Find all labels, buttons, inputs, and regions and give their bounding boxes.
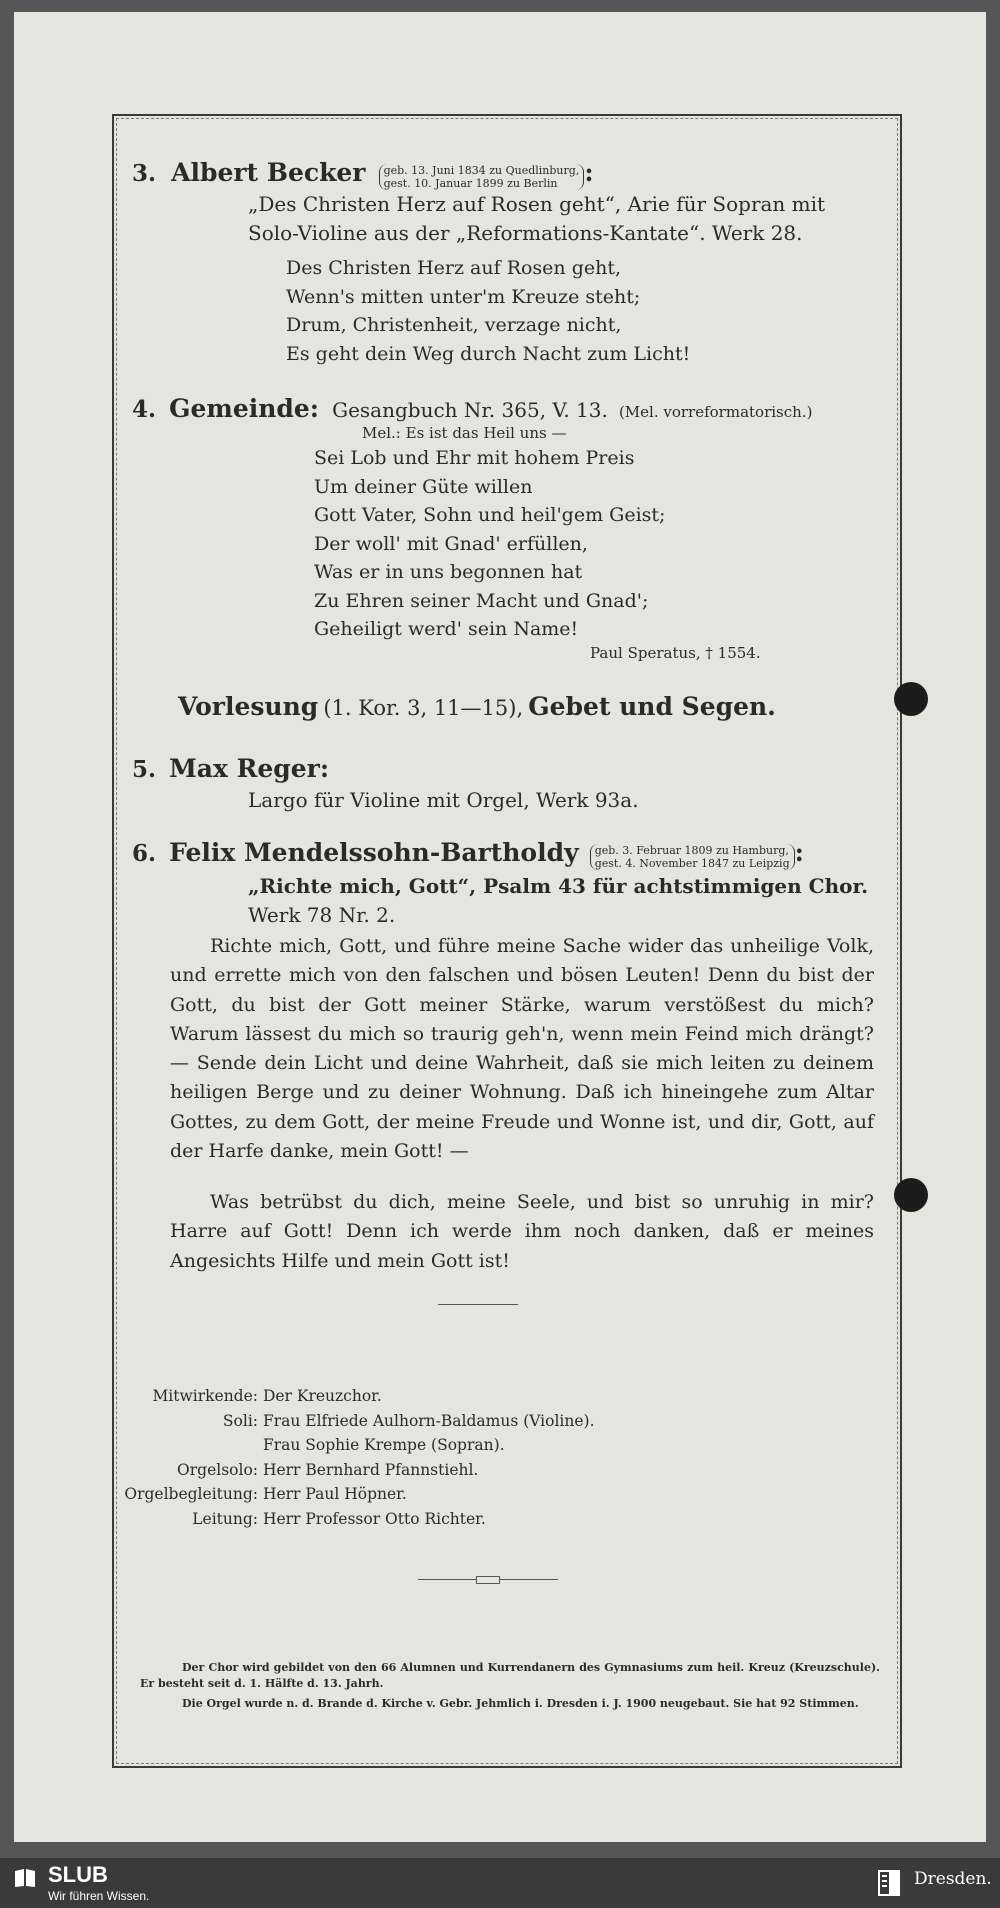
composer-name: Max Reger: (169, 754, 330, 783)
work-detail: Solo-Violine aus der „Reformations-Kantate“. Werk 28. (248, 221, 803, 245)
hymn-author: Paul Speratus, † 1554. (590, 644, 761, 662)
credit-role: Orgelsolo: (177, 1460, 258, 1479)
end-ornament (418, 1576, 558, 1584)
reading-line (178, 692, 776, 723)
life-dates (590, 844, 795, 870)
brand-logo-text: SLUB (48, 1862, 108, 1887)
footnote-choir: Der Chor wird gebildet von den 66 Alumnen und Kurrendanern des Gymnasiums zum heil. Kreuz (Kreuzschule). Er besteht seit d. 1. Hälfte d. 13. Jahrh. (140, 1661, 880, 1690)
credit-name: Der Kreuzchor. (262, 1387, 382, 1405)
footer-bar (0, 1858, 1000, 1908)
book-icon (14, 1868, 36, 1888)
birth-date: geb. 3. Februar 1809 zu Hamburg, (594, 843, 789, 857)
verse-line: Gott Vater, Sohn und heil'gem Geist; (314, 504, 666, 526)
city-logo-text: Dresden. (914, 1869, 992, 1889)
verse-block (286, 254, 690, 368)
credit-row (14, 1507, 595, 1532)
death-date: gest. 4. November 1847 zu Leipzig (594, 856, 790, 870)
divider (438, 1304, 518, 1305)
verse-line: Sei Lob und Ehr mit hohem Preis (314, 447, 635, 469)
credit-row (14, 1482, 595, 1507)
credit-row (14, 1384, 595, 1409)
melody-note: (Mel. vorreformatorisch.) (618, 403, 813, 421)
credit-name: Herr Bernhard Pfannstiehl. (262, 1460, 479, 1479)
verse-line: Wenn's mitten unter'm Kreuze steht; (286, 285, 641, 308)
brand-tagline: Wir führen Wissen. (48, 1889, 150, 1903)
work-title: „Des Christen Herz auf Rosen geht“, Arie für Sopran mit (248, 192, 826, 216)
composer-name: Felix Mendelssohn-Bartholdy (169, 838, 579, 867)
verse-line: Der woll' mit Gnad' erfüllen, (314, 532, 588, 555)
credit-role: Orgelbegleitung: (124, 1485, 258, 1503)
death-date: gest. 10. Januar 1899 zu Berlin (383, 176, 558, 190)
reading-label: Vorlesung (178, 692, 319, 721)
composer-name: Albert Becker (171, 158, 366, 187)
verse-line: Geheiligt werd' sein Name! (314, 618, 579, 640)
verse-line: Was er in uns begonnen hat (314, 561, 583, 583)
verse-line: Um deiner Güte willen (314, 475, 533, 498)
item-becker: 3. Albert Becker geb. 13. Juni 1834 zu Quedlinburg, gest. 10. Januar 1899 zu Berlin : (132, 158, 594, 190)
melody-name: Mel.: Es ist das Heil uns — (362, 424, 567, 442)
footnote-organ: Die Orgel wurde n. d. Brande d. Kirche v. Gebr. Jehmlich i. Dresden i. J. 1900 neugebaut. Sie hat 92 Stimmen. (182, 1697, 859, 1710)
verse-line: Zu Ehren seiner Macht und Gnad'; (314, 589, 649, 612)
section-label: Gemeinde: (169, 394, 320, 423)
credit-role: Mitwirkende: (152, 1387, 258, 1405)
hymn-reference: Gesangbuch Nr. 365, V. 13. (332, 398, 608, 422)
credit-name: Frau Sophie Krempe (Sopran). (262, 1436, 505, 1454)
item-number: 3. (132, 160, 157, 187)
punch-hole (894, 682, 928, 716)
item-number: 5. (132, 756, 157, 783)
punch-hole (894, 1178, 928, 1212)
reading-reference: (1. Kor. 3, 11—15), (323, 696, 524, 720)
item-reger (132, 754, 329, 783)
item-number: 4. (132, 396, 157, 423)
verse-line: Des Christen Herz auf Rosen geht, (286, 257, 622, 279)
credit-row (14, 1433, 595, 1458)
birth-date: geb. 13. Juni 1834 zu Quedlinburg, (383, 163, 580, 177)
credit-row (14, 1458, 595, 1483)
work-title: „Richte mich, Gott“, Psalm 43 für achtstimmigen Chor. (248, 874, 869, 898)
coat-of-arms-icon (878, 1870, 900, 1896)
item-mendelssohn: 6. Felix Mendelssohn-Bartholdy geb. 3. Februar 1809 zu Hamburg, gest. 4. November 1847 zu Leipzig : (132, 838, 804, 870)
work-detail: Werk 78 Nr. 2. (248, 903, 396, 927)
verse-line: Drum, Christenheit, verzage nicht, (286, 314, 622, 336)
psalm-text: Was betrübst du dich, meine Seele, und bist so unruhig in mir? Harre auf Gott! Denn ich werde ihm noch danken, daß er meines Angesichts Hilfe und mein Gott ist! (170, 1191, 874, 1272)
credit-name: Frau Elfriede Aulhorn-Baldamus (Violine). (262, 1411, 595, 1430)
life-dates (379, 164, 585, 190)
prayer-label: Gebet und Segen. (528, 692, 776, 721)
credit-role: Soli: (222, 1411, 258, 1430)
verse-block (314, 444, 665, 644)
item-gemeinde (132, 394, 812, 425)
program-page (14, 12, 986, 1842)
credit-name: Herr Paul Höpner. (262, 1485, 407, 1503)
work-title: Largo für Violine mit Orgel, Werk 93a. (248, 788, 639, 812)
credit-row (14, 1409, 595, 1434)
psalm-text: Richte mich, Gott, und führe meine Sache wider das unheilige Volk, und errette mich von den falschen und bösen Leuten! Denn du bist der Gott, du bist der Gott meiner Stärke, warum verstößest du mich? Warum lässest du mich so traurig geh'n, wenn mein Feind mich drängt? — Sende dein Licht und deine Wahrheit, daß sie mich leiten zu deinem heiligen Berge und zu deiner Wohnung. Daß ich hineingehe zum Altar Gottes, zu dem Gott, der meine Freude und Wonne ist, und dir, Gott, auf der Harfe danke, mein Gott! — (170, 935, 874, 1163)
credit-name: Herr Professor Otto Richter. (262, 1509, 486, 1528)
item-number: 6. (132, 840, 157, 867)
verse-line: Es geht dein Weg durch Nacht zum Licht! (286, 342, 691, 365)
credit-role: Leitung: (192, 1509, 258, 1528)
credits (14, 1384, 595, 1531)
